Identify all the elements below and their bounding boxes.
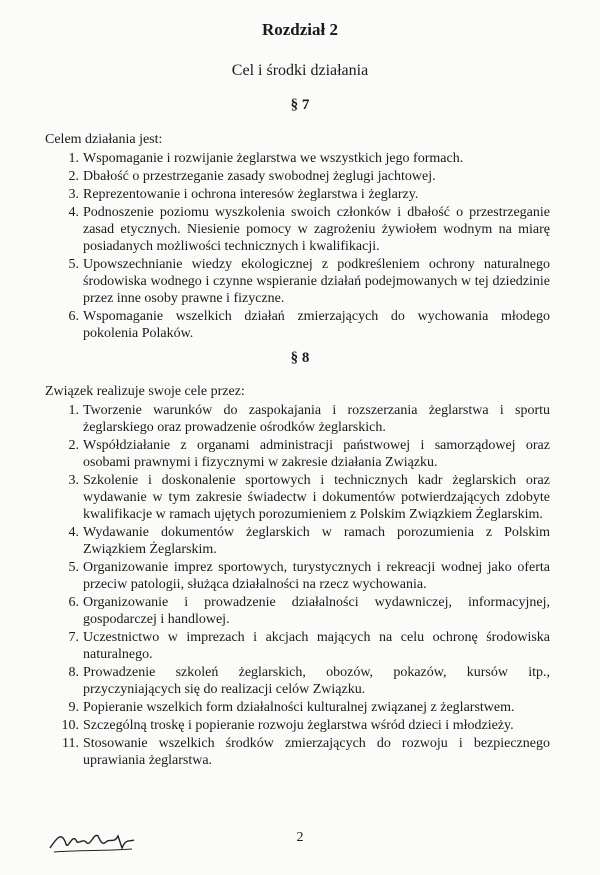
list-item [45, 699, 550, 716]
list-item [45, 186, 550, 203]
item-text: Szczególną troskę i popieranie rozwoju żeglarstwa wśród dzieci i młodzieży. [83, 718, 514, 733]
item-number: 4. [68, 525, 79, 540]
section-heading-7: § 7 [290, 97, 310, 113]
item-text: Uczestnictwo w imprezach i akcjach mających na celu ochronę środowiska naturalnego. [83, 630, 550, 662]
item-number: 4. [68, 205, 79, 220]
item-text: Szkolenie i doskonalenie sportowych i technicznych kadr żeglarskich oraz wydawanie w tym zakresie świadectw i dokumentów potwierdzających zdobyte kwalifikacje w ramach ujętych porozumieniem z Polskim Związkiem Żeglarskim. [83, 473, 550, 522]
item-number: 6. [68, 595, 79, 610]
list-item [45, 150, 550, 167]
item-number: 10. [61, 718, 79, 733]
list-item [45, 308, 550, 342]
item-number: 9. [68, 700, 79, 715]
section-heading-8: § 8 [290, 350, 310, 366]
list-item [45, 524, 550, 558]
list-item [45, 204, 550, 255]
chapter-title: Rozdział 2 [261, 20, 339, 39]
item-number: 11. [62, 736, 79, 751]
list-item [45, 402, 550, 436]
list-item [45, 735, 550, 769]
item-text: Wspomaganie wszelkich działań zmierzających do wychowania młodego pokolenia Polaków. [83, 309, 550, 341]
list-item [45, 629, 550, 663]
item-text: Upowszechnianie wiedzy ekologicznej z podkreśleniem ochrony naturalnego środowiska wodnego i czynne wspieranie działań podejmowanych w tej dziedzinie przez inne osoby prawne i fizyczne. [83, 257, 550, 306]
item-number: 3. [68, 187, 79, 202]
item-text: Tworzenie warunków do zaspokajania i rozszerzania żeglarstwa i sportu żeglarskiego oraz prowadzenie ośrodków żeglarskich. [83, 403, 550, 435]
item-text: Prowadzenie szkoleń żeglarskich, obozów, pokazów, kursów itp., przyczyniających się do realizacji celów Związku. [83, 665, 550, 697]
list-item [45, 256, 550, 307]
item-text: Stosowanie wszelkich środków zmierzających do rozwoju i bezpiecznego uprawiania żeglarstwa. [83, 736, 550, 768]
item-text: Organizowanie i prowadzenie działalności wydawniczej, informacyjnej, gospodarczej i handlowej. [83, 595, 550, 627]
list-item [45, 437, 550, 471]
item-text: Podnoszenie poziomu wyszkolenia swoich członków i dbałość o przestrzeganie zasad etycznych. Niesienie pomocy w zagrożeniu żywiołem wodnym na miarę posiadanych możliwości technicznych i kwalifikacji. [83, 205, 550, 254]
list-item [45, 594, 550, 628]
item-number: 2. [68, 438, 79, 453]
list-item [45, 664, 550, 698]
item-text: Współdziałanie z organami administracji państwowej i samorządowej oraz osobami prawnymi i fizycznymi w zakresie działania Związku. [83, 438, 550, 470]
item-number: 6. [68, 309, 79, 324]
item-text: Popieranie wszelkich form działalności kulturalnej związanej z żeglarstwem. [83, 700, 515, 715]
item-number: 2. [68, 169, 79, 184]
page-number: 2 [296, 830, 304, 845]
item-text: Organizowanie imprez sportowych, turystycznych i rekreacji wodnej jako oferta przeciw patologii, służąca działalności na rzecz wychowania. [83, 560, 550, 592]
item-text: Wydawanie dokumentów żeglarskich w ramach porozumienia z Polskim Związkiem Żeglarskim. [83, 525, 550, 557]
item-number: 1. [68, 403, 79, 418]
section-7-intro: Celem działania jest: [45, 132, 163, 147]
list-item [45, 472, 550, 523]
section-8-intro: Związek realizuje swoje cele przez: [45, 384, 245, 399]
item-number: 1. [68, 151, 79, 166]
item-number: 7. [68, 630, 79, 645]
item-text: Wspomaganie i rozwijanie żeglarstwa we wszystkich jego formach. [83, 151, 464, 166]
list-item [45, 717, 550, 734]
chapter-subtitle: Cel i środki działania [231, 62, 369, 79]
item-number: 5. [68, 257, 79, 272]
section-8-list [45, 402, 550, 770]
list-item [45, 559, 550, 593]
item-number: 8. [68, 665, 79, 680]
item-number: 5. [68, 560, 79, 575]
item-text: Dbałość o przestrzeganie zasady swobodnej żeglugi jachtowej. [83, 169, 436, 184]
item-text: Reprezentowanie i ochrona interesów żeglarstwa i żeglarzy. [83, 187, 419, 202]
list-item [45, 168, 550, 185]
section-7-list [45, 150, 550, 343]
item-number: 3. [68, 473, 79, 488]
